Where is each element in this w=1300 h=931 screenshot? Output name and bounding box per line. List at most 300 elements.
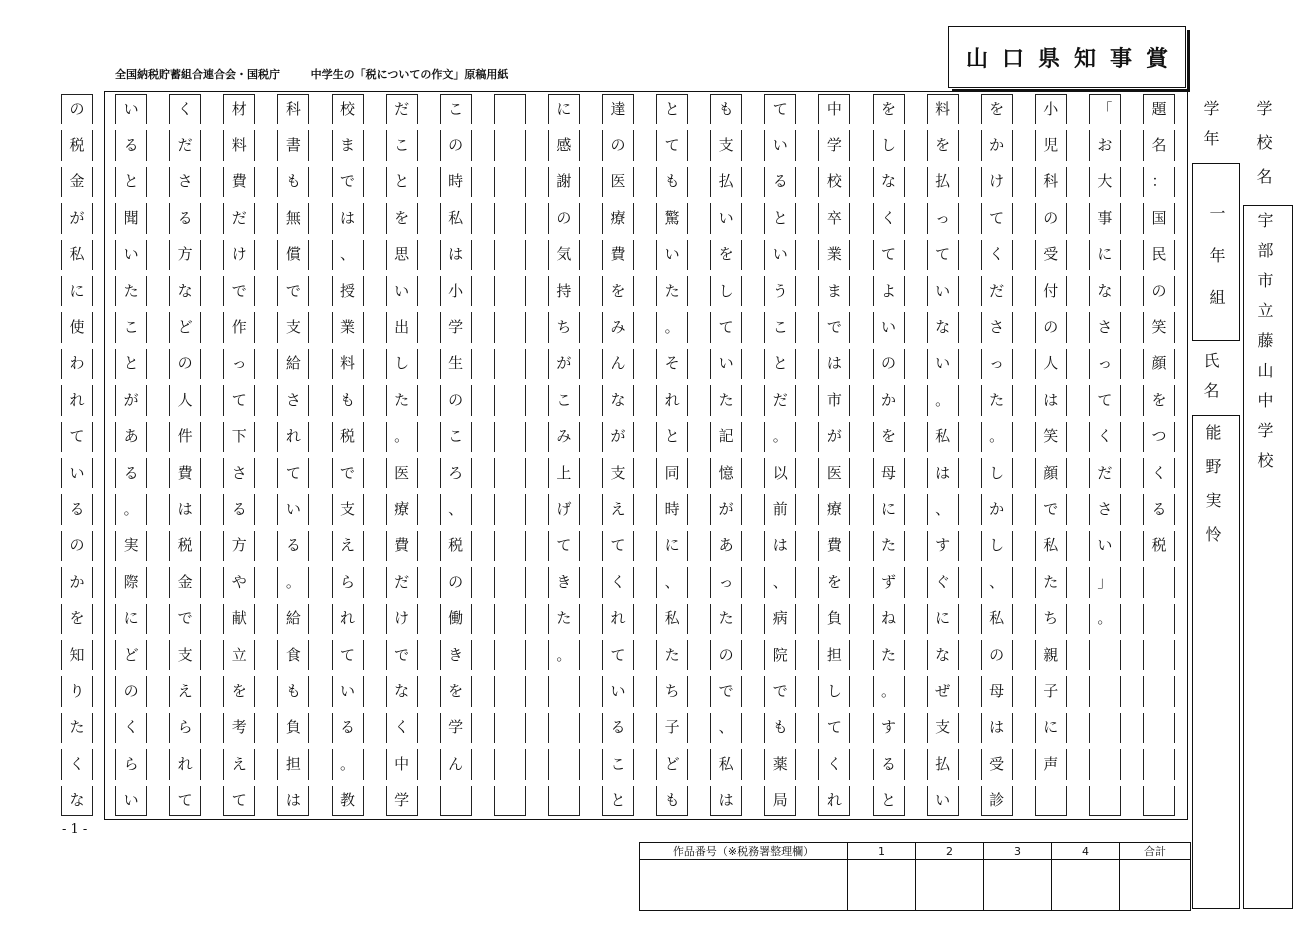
- manuscript-cell: [548, 749, 580, 779]
- grade-value: 一年組: [1207, 205, 1226, 331]
- manuscript-cell: る: [223, 494, 255, 524]
- manuscript-cell: て: [61, 422, 93, 452]
- manuscript-cell: で: [169, 604, 201, 634]
- manuscript-cell: 無: [277, 203, 309, 233]
- manuscript-cell: の: [440, 567, 472, 597]
- manuscript-cell: と: [764, 203, 796, 233]
- manuscript-cell: く: [61, 749, 93, 779]
- manuscript-cell: 母: [981, 676, 1013, 706]
- manuscript-cell: で: [277, 276, 309, 306]
- manuscript-cell: [494, 458, 526, 488]
- manuscript-cell: 市: [818, 385, 850, 415]
- manuscript-cell: け: [386, 604, 418, 634]
- manuscript-column: [494, 91, 526, 819]
- manuscript-cell: 払: [927, 749, 959, 779]
- manuscript-cell: み: [602, 312, 634, 342]
- manuscript-cell: と: [602, 786, 634, 816]
- manuscript-cell: [1143, 676, 1175, 706]
- manuscript-cell: に: [927, 604, 959, 634]
- manuscript-cell: 以: [764, 458, 796, 488]
- manuscript-cell: ね: [873, 604, 905, 634]
- manuscript-cell: 税: [169, 531, 201, 561]
- manuscript-cell: す: [927, 531, 959, 561]
- manuscript-cell: 支: [169, 640, 201, 670]
- manuscript-cell: 前: [764, 494, 796, 524]
- manuscript-cell: 親: [1035, 640, 1067, 670]
- score-table: [639, 842, 1191, 911]
- manuscript-cell: に: [1089, 240, 1121, 270]
- manuscript-cell: 支: [277, 312, 309, 342]
- manuscript-cell: 償: [277, 240, 309, 270]
- manuscript-cell: こ: [548, 385, 580, 415]
- manuscript-cell: 担: [818, 640, 850, 670]
- manuscript-cell: ま: [332, 130, 364, 160]
- manuscript-cell: は: [169, 494, 201, 524]
- manuscript-cell: た: [386, 385, 418, 415]
- manuscript-cell: 国: [1143, 203, 1175, 233]
- manuscript-cell: 作: [223, 312, 255, 342]
- manuscript-cell: 謝: [548, 167, 580, 197]
- manuscript-cell: い: [61, 458, 93, 488]
- manuscript-cell: 科: [277, 94, 309, 124]
- manuscript-cell: は: [332, 203, 364, 233]
- manuscript-cell: 子: [656, 713, 688, 743]
- manuscript-cell: こ: [386, 130, 418, 160]
- manuscript-cell: く: [386, 713, 418, 743]
- manuscript-cell: 。: [386, 422, 418, 452]
- manuscript-cell: と: [386, 167, 418, 197]
- manuscript-cell: の: [602, 130, 634, 160]
- manuscript-cell: [494, 604, 526, 634]
- manuscript-cell: 校: [332, 94, 364, 124]
- manuscript-cell: [1143, 640, 1175, 670]
- manuscript-cell: だ: [386, 94, 418, 124]
- manuscript-cell: き: [548, 567, 580, 597]
- manuscript-cell: 局: [764, 786, 796, 816]
- manuscript-cell: っ: [981, 349, 1013, 379]
- manuscript-column: [548, 91, 580, 819]
- manuscript-cell: [494, 749, 526, 779]
- manuscript-cell: い: [602, 676, 634, 706]
- manuscript-cell: ら: [169, 713, 201, 743]
- manuscript-cell: ：: [1143, 167, 1175, 197]
- manuscript-cell: だ: [169, 130, 201, 160]
- manuscript-cell: い: [710, 349, 742, 379]
- manuscript-cell: 私: [710, 749, 742, 779]
- manuscript-cell: だ: [981, 276, 1013, 306]
- manuscript-cell: 生: [440, 349, 472, 379]
- manuscript-cell: 働: [440, 604, 472, 634]
- manuscript-cell: 私: [440, 203, 472, 233]
- manuscript-cell: て: [818, 713, 850, 743]
- manuscript-cell: 私: [61, 240, 93, 270]
- manuscript-cell: ど: [115, 640, 147, 670]
- manuscript-cell: て: [981, 203, 1013, 233]
- manuscript-cell: 驚: [656, 203, 688, 233]
- manuscript-cell: こ: [440, 422, 472, 452]
- manuscript-cell: ち: [656, 676, 688, 706]
- manuscript-cell: 支: [927, 713, 959, 743]
- manuscript-cell: を: [386, 203, 418, 233]
- manuscript-cell: 払: [710, 167, 742, 197]
- manuscript-column: [440, 91, 472, 819]
- score-header-4: 4: [1052, 843, 1120, 860]
- manuscript-cell: す: [873, 713, 905, 743]
- manuscript-cell: [548, 713, 580, 743]
- manuscript-cell: さ: [277, 385, 309, 415]
- manuscript-cell: 払: [927, 167, 959, 197]
- manuscript-cell: 料: [332, 349, 364, 379]
- manuscript-cell: [1089, 640, 1121, 670]
- manuscript-cell: も: [277, 167, 309, 197]
- manuscript-cell: さ: [223, 458, 255, 488]
- manuscript-cell: 方: [169, 240, 201, 270]
- score-cell-1[interactable]: [848, 860, 916, 911]
- manuscript-cell: な: [927, 640, 959, 670]
- manuscript-cell: 校: [818, 167, 850, 197]
- manuscript-cell: に: [61, 276, 93, 306]
- manuscript-cell: の: [710, 640, 742, 670]
- manuscript-cell: 金: [61, 167, 93, 197]
- manuscript-cell: 考: [223, 713, 255, 743]
- manuscript-cell: [494, 531, 526, 561]
- manuscript-cell: 診: [981, 786, 1013, 816]
- page-number: - 1 -: [62, 822, 88, 837]
- manuscript-cell: 名: [1143, 130, 1175, 160]
- manuscript-cell: を: [223, 676, 255, 706]
- manuscript-cell: ぜ: [927, 676, 959, 706]
- manuscript-cell: い: [764, 130, 796, 160]
- manuscript-cell: 際: [115, 567, 147, 597]
- score-cell-id[interactable]: [640, 860, 848, 911]
- manuscript-cell: さ: [1089, 312, 1121, 342]
- manuscript-cell: 卒: [818, 203, 850, 233]
- manuscript-cell: で: [332, 167, 364, 197]
- manuscript-cell: 民: [1143, 240, 1175, 270]
- manuscript-cell: れ: [656, 385, 688, 415]
- score-cell-total[interactable]: [1120, 860, 1191, 911]
- manuscript-cell: 大: [1089, 167, 1121, 197]
- manuscript-cell: 人: [169, 385, 201, 415]
- manuscript-cell: い: [656, 240, 688, 270]
- manuscript-cell: な: [169, 276, 201, 306]
- manuscript-cell: 。: [927, 385, 959, 415]
- manuscript-cell: る: [277, 531, 309, 561]
- manuscript-cell: で: [223, 276, 255, 306]
- manuscript-cell: で: [710, 676, 742, 706]
- manuscript-column: [981, 91, 1013, 819]
- manuscript-cell: 療: [602, 203, 634, 233]
- manuscript-cell: 、: [656, 567, 688, 597]
- manuscript-cell: [1143, 786, 1175, 816]
- manuscript-cell: い: [927, 786, 959, 816]
- manuscript-cell: く: [981, 240, 1013, 270]
- manuscript-column: [656, 91, 688, 819]
- manuscript-cell: れ: [602, 604, 634, 634]
- manuscript-cell: が: [602, 422, 634, 452]
- manuscript-column: [1143, 91, 1175, 819]
- manuscript-cell: た: [115, 276, 147, 306]
- manuscript-cell: 上: [548, 458, 580, 488]
- manuscript-cell: [440, 786, 472, 816]
- manuscript-cell: え: [602, 494, 634, 524]
- manuscript-cell: 実: [115, 531, 147, 561]
- manuscript-cell: 、: [332, 240, 364, 270]
- manuscript-cell: ら: [115, 749, 147, 779]
- manuscript-cell: 私: [981, 604, 1013, 634]
- manuscript-cell: こ: [764, 312, 796, 342]
- manuscript-cell: て: [602, 531, 634, 561]
- manuscript-cell: た: [873, 640, 905, 670]
- manuscript-cell: で: [386, 640, 418, 670]
- manuscript-cell: [494, 240, 526, 270]
- manuscript-cell: 薬: [764, 749, 796, 779]
- manuscript-cell: お: [1089, 130, 1121, 160]
- manuscript-column: [169, 91, 201, 819]
- manuscript-cell: 人: [1035, 349, 1067, 379]
- manuscript-cell: ぐ: [927, 567, 959, 597]
- manuscript-cell: く: [169, 94, 201, 124]
- manuscript-cell: え: [169, 676, 201, 706]
- manuscript-cell: [1089, 749, 1121, 779]
- manuscript-cell: 感: [548, 130, 580, 160]
- manuscript-cell: 聞: [115, 203, 147, 233]
- manuscript-cell: 料: [927, 94, 959, 124]
- manuscript-cell: 、: [764, 567, 796, 597]
- manuscript-cell: い: [873, 312, 905, 342]
- manuscript-cell: [494, 385, 526, 415]
- manuscript-cell: い: [115, 786, 147, 816]
- manuscript-cell: 材: [223, 94, 255, 124]
- manuscript-cell: を: [818, 567, 850, 597]
- manuscript-cell: 金: [169, 567, 201, 597]
- manuscript-cell: わ: [61, 349, 93, 379]
- manuscript-column: [1089, 91, 1121, 819]
- manuscript-cell: し: [981, 458, 1013, 488]
- manuscript-cell: 費: [602, 240, 634, 270]
- manuscript-cell: え: [223, 749, 255, 779]
- manuscript-cell: き: [440, 640, 472, 670]
- manuscript-cell: と: [873, 786, 905, 816]
- manuscript-cell: 小: [440, 276, 472, 306]
- manuscript-cell: 児: [1035, 130, 1067, 160]
- manuscript-cell: た: [710, 385, 742, 415]
- manuscript-cell: 教: [332, 786, 364, 816]
- manuscript-cell: え: [332, 531, 364, 561]
- manuscript-cell: で: [764, 676, 796, 706]
- manuscript-cell: [1143, 749, 1175, 779]
- score-cell-3[interactable]: [984, 860, 1052, 911]
- manuscript-cell: [494, 422, 526, 452]
- manuscript-cell: い: [1089, 531, 1121, 561]
- manuscript-cell: に: [548, 94, 580, 124]
- manuscript-cell: 費: [818, 531, 850, 561]
- manuscript-cell: [494, 203, 526, 233]
- manuscript-cell: で: [332, 458, 364, 488]
- manuscript-cell: さ: [169, 167, 201, 197]
- manuscript-cell: い: [115, 94, 147, 124]
- manuscript-cell: た: [61, 713, 93, 743]
- manuscript-cell: い: [764, 240, 796, 270]
- manuscript-cell: れ: [277, 422, 309, 452]
- manuscript-cell: を: [61, 604, 93, 634]
- manuscript-cell: 費: [223, 167, 255, 197]
- manuscript-cell: て: [1089, 385, 1121, 415]
- award-box: 山口県知事賞: [948, 26, 1186, 88]
- manuscript-cell: て: [656, 130, 688, 160]
- manuscript-cell: の: [1035, 203, 1067, 233]
- manuscript-cell: 時: [656, 494, 688, 524]
- manuscript-cell: く: [1089, 422, 1121, 452]
- manuscript-cell: ら: [332, 567, 364, 597]
- manuscript-cell: た: [548, 604, 580, 634]
- manuscript-cell: [1143, 604, 1175, 634]
- manuscript-cell: も: [656, 786, 688, 816]
- score-cell-2[interactable]: [916, 860, 984, 911]
- manuscript-cell: も: [764, 713, 796, 743]
- manuscript-cell: 事: [1089, 203, 1121, 233]
- manuscript-cell: 立: [223, 640, 255, 670]
- manuscript-cell: し: [818, 676, 850, 706]
- manuscript-cell: 方: [223, 531, 255, 561]
- manuscript-cell: く: [873, 203, 905, 233]
- school-label: 学校名: [1254, 100, 1273, 202]
- manuscript-cell: 業: [818, 240, 850, 270]
- manuscript-column: [710, 91, 742, 819]
- manuscript-column: [818, 91, 850, 819]
- manuscript-cell: 母: [873, 458, 905, 488]
- manuscript-cell: 気: [548, 240, 580, 270]
- manuscript-cell: よ: [873, 276, 905, 306]
- manuscript-column: [61, 91, 93, 819]
- manuscript-cell: 子: [1035, 676, 1067, 706]
- manuscript-cell: 支: [602, 458, 634, 488]
- manuscript-cell: く: [602, 567, 634, 597]
- manuscript-cell: さ: [981, 312, 1013, 342]
- manuscript-cell: の: [440, 130, 472, 160]
- manuscript-cell: が: [710, 494, 742, 524]
- manuscript-cell: 件: [169, 422, 201, 452]
- manuscript-cell: [494, 494, 526, 524]
- manuscript-cell: 税: [440, 531, 472, 561]
- manuscript-cell: 学: [386, 786, 418, 816]
- score-cell-4[interactable]: [1052, 860, 1120, 911]
- manuscript-cell: る: [169, 203, 201, 233]
- manuscript-cell: ん: [602, 349, 634, 379]
- manuscript-cell: は: [927, 458, 959, 488]
- manuscript-column: [332, 91, 364, 819]
- manuscript-cell: も: [710, 94, 742, 124]
- manuscript-cell: の: [61, 531, 93, 561]
- manuscript-cell: [1089, 676, 1121, 706]
- manuscript-cell: が: [548, 349, 580, 379]
- manuscript-cell: 療: [818, 494, 850, 524]
- manuscript-cell: て: [764, 94, 796, 124]
- manuscript-cell: は: [764, 531, 796, 561]
- manuscript-cell: な: [1089, 276, 1121, 306]
- manuscript-cell: 私: [1035, 531, 1067, 561]
- manuscript-grid-frame: [104, 91, 1188, 820]
- manuscript-cell: [494, 676, 526, 706]
- manuscript-cell: ま: [818, 276, 850, 306]
- manuscript-cell: は: [818, 349, 850, 379]
- manuscript-cell: 書: [277, 130, 309, 160]
- manuscript-cell: り: [61, 676, 93, 706]
- manuscript-cell: つ: [1143, 422, 1175, 452]
- manuscript-cell: を: [873, 422, 905, 452]
- manuscript-cell: け: [981, 167, 1013, 197]
- manuscript-cell: 「: [1089, 94, 1121, 124]
- manuscript-cell: と: [656, 94, 688, 124]
- manuscript-cell: 記: [710, 422, 742, 452]
- manuscript-cell: だ: [386, 567, 418, 597]
- manuscript-cell: し: [710, 276, 742, 306]
- manuscript-cell: っ: [1089, 349, 1121, 379]
- manuscript-cell: を: [602, 276, 634, 306]
- manuscript-cell: を: [440, 676, 472, 706]
- manuscript-cell: て: [169, 786, 201, 816]
- manuscript-cell: 病: [764, 604, 796, 634]
- name-label: 氏名: [1201, 352, 1220, 412]
- manuscript-cell: [494, 567, 526, 597]
- manuscript-cell: れ: [61, 385, 93, 415]
- manuscript-cell: 医: [818, 458, 850, 488]
- manuscript-cell: 医: [386, 458, 418, 488]
- manuscript-cell: 税: [1143, 531, 1175, 561]
- manuscript-cell: 付: [1035, 276, 1067, 306]
- manuscript-cell: 支: [332, 494, 364, 524]
- header-line: [115, 66, 508, 82]
- manuscript-cell: [494, 713, 526, 743]
- manuscript-cell: く: [115, 713, 147, 743]
- manuscript-column: [386, 91, 418, 819]
- manuscript-cell: 同: [656, 458, 688, 488]
- manuscript-cell: の: [548, 203, 580, 233]
- manuscript-cell: 負: [818, 604, 850, 634]
- grade-label: 学年: [1201, 100, 1220, 160]
- manuscript-cell: は: [277, 786, 309, 816]
- manuscript-cell: れ: [332, 604, 364, 634]
- manuscript-cell: 税: [61, 130, 93, 160]
- manuscript-cell: の: [115, 676, 147, 706]
- manuscript-cell: 私: [656, 604, 688, 634]
- manuscript-cell: た: [873, 531, 905, 561]
- manuscript-cell: 税: [332, 422, 364, 452]
- manuscript-cell: ろ: [440, 458, 472, 488]
- manuscript-column: [1035, 91, 1067, 819]
- manuscript-cell: る: [764, 167, 796, 197]
- score-header-total: 合計: [1120, 843, 1191, 860]
- manuscript-cell: [494, 349, 526, 379]
- manuscript-cell: の: [1143, 276, 1175, 306]
- manuscript-cell: 、: [710, 713, 742, 743]
- manuscript-cell: こ: [602, 749, 634, 779]
- manuscript-cell: を: [981, 94, 1013, 124]
- manuscript-cell: 下: [223, 422, 255, 452]
- manuscript-cell: そ: [656, 349, 688, 379]
- manuscript-cell: 学: [818, 130, 850, 160]
- manuscript-cell: く: [818, 749, 850, 779]
- manuscript-cell: [494, 312, 526, 342]
- manuscript-cell: 笑: [1035, 422, 1067, 452]
- manuscript-cell: に: [115, 604, 147, 634]
- manuscript-cell: で: [818, 312, 850, 342]
- manuscript-cell: た: [656, 640, 688, 670]
- manuscript-cell: 、: [440, 494, 472, 524]
- manuscript-cell: い: [927, 276, 959, 306]
- organizer-text: 全国納税貯蓄組合連合会・国税庁: [115, 68, 280, 81]
- manuscript-cell: 科: [1035, 167, 1067, 197]
